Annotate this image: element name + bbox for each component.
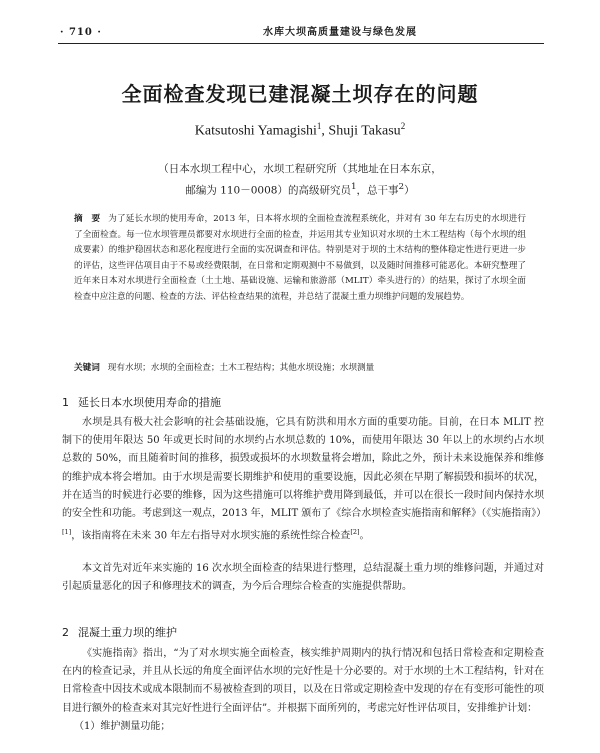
running-header [58, 25, 544, 44]
author-separator: , [321, 123, 329, 139]
section-1-para-1-tail: ，该指南将在未来 30 年左右指导对水坝实施的系统性综合检查 [71, 530, 351, 542]
citation-2: [2] [350, 528, 360, 537]
maintenance-item-1: （1）维护测量功能； [74, 721, 171, 732]
section-1-para-1-text: 水坝是具有极大社会影响的社会基础设施，它具有防洪和用水方面的重要功能。目前，在日本 MLIT 控制下的使用年限达 50 年或更长时间的水坝约占水坝总数的 10%，而使用年限达 30 年以上的水坝约占水坝总数的 50%，而且随着时间的推移，损毁或损坏的水坝数量将会增加，除此之外，预计未来设施保养和维修的维护成本将会增加。由于水坝是需要长期维护和使用的重要设施，因此必须在早期了解损毁和损坏的状况，并在适当的时候进行必要的维修，因为这些措施可以将维护费用降到最低，并可以在很长一段时间内保持水坝的安全性和功能。考虑到这一观点，2013 年，MLIT 颁布了《综合水坝检查实施指南和解释》（《实施指南》） [62, 417, 547, 520]
paper-title: 全面检查发现已建混凝土坝存在的问题 [121, 82, 479, 106]
citation-1: [1] [62, 528, 72, 537]
affiliation-line-1: （日本水坝工程中心，水坝工程研究所（其地址在日本东京， [158, 163, 442, 175]
keywords-text: 现有水坝；水坝的全面检查；土木工程结构；其他水坝设施；水坝测量 [107, 363, 375, 373]
affiliation-line-2 [60, 178, 540, 200]
journal-title: 水库大坝高质量建设与绿色发展 [263, 27, 417, 38]
section-1-paragraph-1 [62, 414, 547, 546]
section-2-paragraph-1: 《实施指南》指出，“为了对水坝实施全面检查，核实维护周期内的执行情况和包括日常检查和定期检查在内的检查记录，并且从长远的角度全面评估水坝的完好性是十分必要的。对于水坝的土木工程结构，针对在日常检查中因技术或成本限制而不易被检查到的项目，以及在日常或定期检查中发现的存在有变形可能性的项目进行额外的检查来对其完好性进行全面评估”。并根据下面所列的，考虑完好性评估项目，安排维护计划： [62, 648, 544, 714]
section-1-number: 1 [62, 396, 69, 409]
section-1-title: 延长日本水坝使用寿命的措施 [78, 396, 221, 409]
section-2-number: 2 [62, 626, 69, 639]
author-line [40, 121, 560, 140]
author-2-mark: 2 [400, 121, 406, 131]
abstract-text: 为了延长水坝的使用寿命，2013 年，日本将水坝的全面检查流程系统化，并对有 30 年左右历史的水坝进行了全面检查。每一位水坝管理员都要对水坝进行全面的检查，并运用其专业知识对水坝的土木工程结构（每个水坝的组成要素）的维护稳固状态和恶化程度进行全面的实况调查和评估。特别是对于坝的土木结构的整体稳定性进行更进一步的评估，这些评估项目由于不易或经费限制，在日常和定期观测中不易做到，以及随时间推移可能恶化。本研究整理了近年来日本对水坝进行全面检查（土土地、基础设施、运输和旅游部（MLIT）牵头进行的）的结果，探讨了水坝全面检查中应注意的问题、检查的方法、评估检查结果的流程，并总结了混凝土重力坝维护问题的发展趋势。 [74, 214, 526, 302]
affiliation-close: ） [404, 184, 415, 197]
page-number: · 710 · [60, 27, 102, 38]
affiliation-role: ，总干事 [356, 184, 399, 197]
abstract-label: 摘 要 [74, 214, 101, 224]
affiliation-mark-1: 1 [350, 182, 357, 192]
keywords-label: 关键词 [74, 363, 100, 373]
abstract [74, 212, 526, 305]
section-1-para-1-end: 。 [359, 530, 370, 542]
section-2-title: 混凝土重力坝的维护 [78, 626, 177, 639]
keywords [74, 361, 526, 376]
author-1: Katsutoshi Yamagishi [194, 123, 317, 139]
affiliation-mark-2: 2 [398, 182, 405, 192]
affiliation-address: 邮编为 110－0008）的高级研究员 [185, 184, 351, 197]
section-2-heading [62, 624, 177, 640]
section-1-heading [62, 394, 221, 410]
author-1-mark: 1 [316, 121, 322, 131]
author-2: Shuji Takasu [328, 123, 401, 139]
section-1-paragraph-2: 本文首先对近年来实施的 16 次水坝全面检查的结果进行整理，总结混凝土重力坝的维修问题，并通过对引起质量恶化的因子和修理技术的调查，为今后合理综合检查的实施提供帮助。 [62, 563, 544, 593]
